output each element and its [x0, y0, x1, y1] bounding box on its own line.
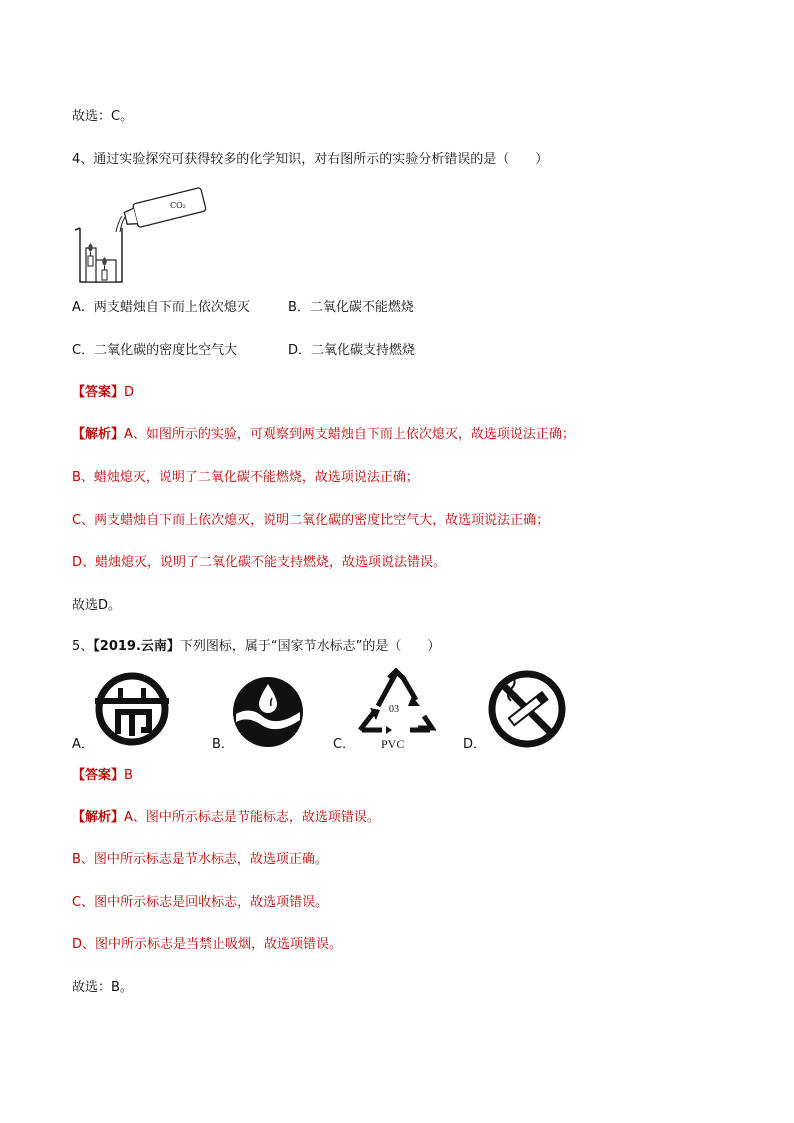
- q5-analysis-line-2: B、图中所示标志是节水标志，故选项正确。: [72, 852, 328, 867]
- q5-source: 【2019.云南】: [93, 639, 180, 654]
- analysis-tag: 【解析】: [72, 810, 125, 825]
- answer-value: D: [124, 385, 135, 400]
- energy-saving-icon[interactable]: [93, 670, 171, 748]
- recycle-text: PVC: [381, 737, 405, 750]
- upper-candle-icon: [88, 256, 93, 266]
- q5-stem-line: 5、【2019.云南】下列图标，属于“国家节水标志”的是（ ）: [72, 639, 441, 654]
- answer-value: B: [124, 768, 133, 783]
- recycle-number: 03: [389, 704, 399, 715]
- co2-label: CO₂: [170, 201, 186, 210]
- q5-option-a[interactable]: A．: [72, 737, 94, 752]
- q5-option-d[interactable]: D．: [463, 737, 487, 752]
- q5-conclusion: 故选：B。: [72, 980, 133, 995]
- q4-analysis-line-2: B、蜡烛熄灭，说明了二氧化碳不能燃烧，故选项说法正确；: [72, 470, 419, 485]
- q4-option-d[interactable]: D．二氧化碳支持燃烧: [288, 343, 416, 358]
- q4-analysis-line-1: 【解析】A、如图所示的实验，可观察到两支蜡烛自下而上依次熄灭，故选项说法正确；: [72, 427, 575, 442]
- answer-tag: 【答案】: [72, 768, 125, 783]
- q4-analysis-line-3: C、两支蜡烛自下而上依次熄灭，说明二氧化碳的密度比空气大，故选项说法正确；: [72, 513, 550, 528]
- q5-option-c[interactable]: C．: [333, 737, 356, 752]
- answer-tag: 【答案】: [72, 385, 125, 400]
- recycle-icon[interactable]: [356, 668, 436, 750]
- previous-conclusion: 故选：C。: [72, 109, 134, 124]
- co2-pouring-figure: [72, 186, 212, 286]
- q5-analysis-line-1: 【解析】A、图中所示标志是节能标志，故选项错误。: [72, 810, 380, 825]
- q5-analysis-line-3: C、图中所示标志是回收标志，故选项错误。: [72, 895, 329, 910]
- q4-stem: 4、通过实验探究可获得较多的化学知识，对右图所示的实验分析错误的是（ ）: [72, 152, 549, 167]
- q4-analysis-line-4: D、蜡烛熄灭，说明了二氧化碳不能支持燃烧，故选项说法错误。: [72, 555, 447, 570]
- q5-analysis-line-4: D、图中所示标志是当禁止吸烟，故选项错误。: [72, 937, 343, 952]
- q4-option-b[interactable]: B．二氧化碳不能燃烧: [288, 300, 414, 315]
- lower-candle-icon: [102, 270, 107, 280]
- q4-option-c[interactable]: C．二氧化碳的密度比空气大: [72, 343, 238, 358]
- q4-answer: [72, 384, 134, 402]
- no-smoking-icon[interactable]: [487, 669, 567, 749]
- q5-option-b[interactable]: B．: [212, 737, 234, 752]
- analysis-tag: 【解析】: [72, 427, 125, 442]
- q4-option-a[interactable]: A．两支蜡烛自下而上依次熄灭: [72, 300, 250, 315]
- water-saving-icon[interactable]: [232, 676, 304, 748]
- q5-answer: [72, 767, 133, 785]
- q4-conclusion: 故选D。: [72, 598, 122, 613]
